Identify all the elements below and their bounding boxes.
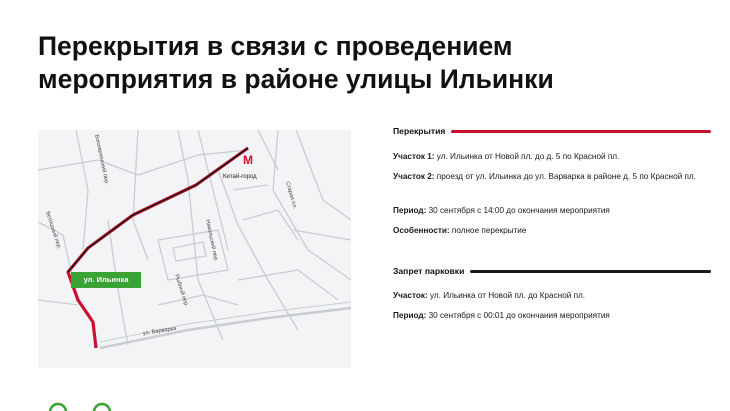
closure-section-1-label: Участок 1: [393,152,435,161]
parking-period [393,310,693,321]
closure-features-text: полное перекрытие [449,226,527,235]
parking-heading [393,266,711,276]
varvarka-street [100,308,351,348]
street-tag-ilyinka: ул. Ильинка [71,272,141,288]
street-label-vetoshny: Ветошный пер. [44,210,62,251]
closure-section-2-label: Участок 2: [393,172,435,181]
parking-heading-label: Запрет парковки [393,266,465,276]
street-label-nikolsky: Никольский пер. [204,219,219,263]
parking-section [393,290,693,301]
map-canvas [38,130,351,368]
footer-logos [42,398,122,411]
closure-section-1-text: ул. Ильинка от Новой пл. до д. 5 по Красной пл. [434,152,620,161]
parking-ban-line[interactable] [68,148,248,272]
closure-features [393,225,693,236]
closure-features-label: Особенности: [393,226,450,235]
closures-heading [393,126,711,136]
street-label-rybny: Рыбный пер. [173,273,190,308]
footer-logo-icon [42,398,122,411]
closure-section-1 [393,151,693,162]
closure-period-label: Период: [393,206,427,215]
title-line-1: Перекрытия в связи с проведением [38,31,513,61]
parking-section-text: ул. Ильинка от Новой пл. до Красной пл. [427,291,586,300]
closure-legend-line [451,130,711,133]
metro-label: Китай-город [223,174,257,180]
parking-period-label: Период: [393,311,427,320]
street-label-varvarka: ул. Варварка [142,325,177,337]
closure-period [393,205,693,216]
parking-period-text: 30 сентября с 00:01 до окончания мероприятия [426,311,610,320]
closure-section-2-text: проезд от ул. Ильинка до ул. Варварка в районе д. 5 по Красной пл. [434,172,696,181]
map[interactable] [38,130,351,368]
metro-icon: М [243,153,253,167]
parking-section-label: Участок: [393,291,428,300]
street-label-bogoyavlensky: Богоявленский пер. [93,134,110,186]
closure-period-text: 30 сентября с 14:00 до окончания мероприятия [426,206,610,215]
page-title [38,30,678,96]
closure-section-2 [393,171,697,182]
closures-heading-label: Перекрытия [393,126,446,136]
street-label-staraya: Старая пл. [284,180,298,210]
parking-legend-line [470,270,711,273]
title-line-2: мероприятия в районе улицы Ильинки [38,64,554,94]
